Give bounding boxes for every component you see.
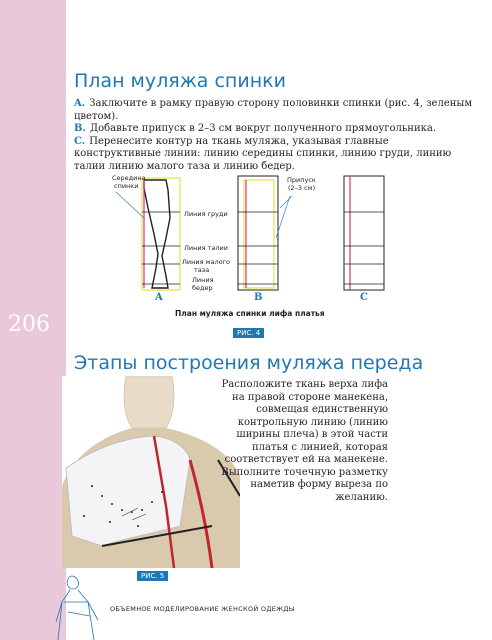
figure-caption: План муляжа спинки лифа платья	[175, 309, 325, 318]
front-instructions	[206, 379, 388, 504]
step-text: Заключите в рамку правую сторону половинки спинки (рис. 4, зеленым цветом).	[74, 98, 473, 122]
panel-b	[238, 176, 316, 303]
step-letter: B.	[74, 123, 86, 134]
hip-line-label-2: бедер	[192, 284, 213, 292]
panel-a	[112, 174, 230, 303]
paragraph-1: Расположите ткань верха лифа на правой стороне манекена, совмещая единственную контрольную линию (линию ширины плеча) в этой части платья с линией, которая соответствует ей на манекене.	[221, 379, 388, 465]
step-a	[74, 98, 474, 123]
back-draft-diagram	[112, 168, 412, 308]
center-back-label-1: Середина	[112, 174, 146, 182]
section-title-back: План муляжа спинки	[74, 70, 286, 92]
step-text: Перенесите контур на ткань муляжа, указывая главные конструктивные линии: линию середины спинки, линию груди, линию талии линию малого таза и линию бедер.	[74, 135, 452, 172]
panel-b-letter: B	[254, 292, 263, 303]
small-hip-label-1: Линия малого	[182, 258, 230, 266]
waist-line-label: Линия талии	[184, 244, 228, 252]
step-letter: A.	[74, 98, 86, 109]
paragraph-2: Выполните точечную разметку наметив форму выреза по желанию.	[221, 466, 388, 503]
center-back-label-2: спинки	[114, 182, 139, 190]
allowance-label-1: Припуск	[287, 176, 316, 184]
bust-line-label: Линия груди	[184, 210, 228, 218]
hip-line-label-1: Линия	[192, 276, 214, 284]
page-number: 206	[8, 312, 50, 337]
back-pattern-outline	[144, 180, 170, 288]
instruction-steps	[74, 98, 474, 173]
step-b	[74, 123, 474, 136]
page-footer: ОБЪЕМНОЕ МОДЕЛИРОВАНИЕ ЖЕНСКОЙ ОДЕЖДЫ	[110, 605, 295, 613]
fashion-sketch-icon	[54, 572, 104, 640]
panel-a-letter: A	[155, 292, 163, 303]
step-text: Добавьте припуск в 2–3 см вокруг полученного прямоугольника.	[89, 123, 437, 134]
allowance-label-2: (2–3 см)	[288, 184, 316, 192]
figure-badge-5: РИС. 5	[137, 571, 168, 581]
pointer-line	[116, 192, 144, 218]
step-letter: C.	[74, 135, 86, 147]
panel-c-letter: C	[360, 292, 368, 303]
panel-c	[344, 176, 384, 303]
small-hip-label-2: таза	[194, 266, 210, 274]
figure-badge-4: РИС. 4	[233, 328, 264, 338]
frame-rect	[244, 180, 274, 288]
section-title-front: Этапы построения муляжа переда	[74, 352, 424, 374]
frame-rect	[142, 178, 180, 290]
